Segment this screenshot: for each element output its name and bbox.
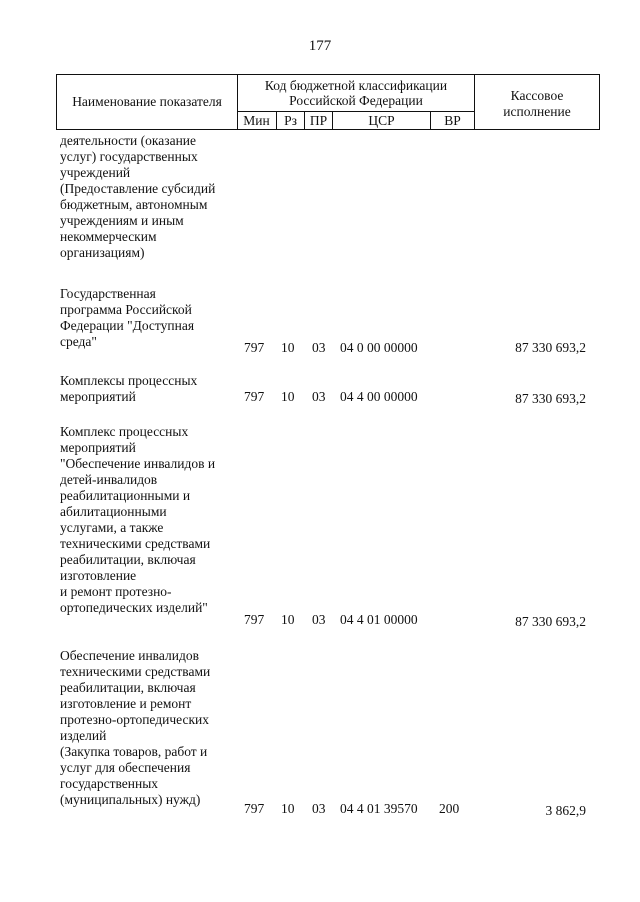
row-pr: 03 <box>312 340 326 355</box>
row-csr: 04 0 00 00000 <box>340 340 418 355</box>
page-number: 177 <box>308 38 332 54</box>
row-name: Обеспечение инвалидов техническими средствами реабилитации, включая изготовление и ремонт протезно-ортопедических изделий (Закупка товаров, работ и услуг для обеспечения государственных (муниципальных) нужд) <box>60 648 211 807</box>
row-rz: 10 <box>281 801 295 816</box>
row-amount: 87 330 693,2 <box>515 340 586 355</box>
row-vr: 200 <box>439 801 460 816</box>
row-csr: 04 4 01 00000 <box>340 612 418 627</box>
header-amount-label-1: Кассовое <box>510 88 564 103</box>
row-pr: 03 <box>312 612 326 627</box>
row-min: 797 <box>244 389 265 404</box>
header-subrow-line <box>237 111 474 112</box>
header-amount-label-2: исполнение <box>503 104 571 119</box>
row-min: 797 <box>244 801 265 816</box>
header-code-label-1: Код бюджетной классификации <box>264 78 448 93</box>
header-pr-label: ПР <box>309 113 328 128</box>
header-min-label: Мин <box>243 113 270 128</box>
header-code-label-2: Российской Федерации <box>289 93 423 108</box>
header-rz-label: Рз <box>284 113 297 128</box>
row-csr: 04 4 00 00000 <box>340 389 418 404</box>
row-name: деятельности (оказание услуг) государственных учреждений (Предоставление субсидий бюджетным, автономным учреждениям и иным некоммерческим организациям) <box>60 133 216 260</box>
header-border-bottom <box>56 129 600 130</box>
row-csr: 04 4 01 39570 <box>340 801 418 816</box>
header-name-label: Наименование показателя <box>72 94 222 109</box>
row-name: Комплексы процессных мероприятий <box>60 373 198 404</box>
row-amount: 3 862,9 <box>545 803 586 818</box>
row-name: Государственная программа Российской Федерации "Доступная среда" <box>60 286 195 349</box>
row-name: Комплекс процессных мероприятий "Обеспечение инвалидов и детей-инвалидов реабилитационными и абилитационными услугами, а также техническими средствами реабилитации, включая изготовление и ремонт протезно- ортопедических изделий" <box>60 424 216 615</box>
row-rz: 10 <box>281 389 295 404</box>
row-pr: 03 <box>312 389 326 404</box>
header-csr-label: ЦСР <box>368 113 395 128</box>
row-amount: 87 330 693,2 <box>515 391 586 406</box>
header-border-top <box>56 74 600 75</box>
row-rz: 10 <box>281 612 295 627</box>
header-border-left <box>56 74 57 130</box>
row-rz: 10 <box>281 340 295 355</box>
row-min: 797 <box>244 340 265 355</box>
header-vr-label: ВР <box>444 113 461 128</box>
header-border-right <box>599 74 600 130</box>
row-min: 797 <box>244 612 265 627</box>
row-pr: 03 <box>312 801 326 816</box>
row-amount: 87 330 693,2 <box>515 614 586 629</box>
